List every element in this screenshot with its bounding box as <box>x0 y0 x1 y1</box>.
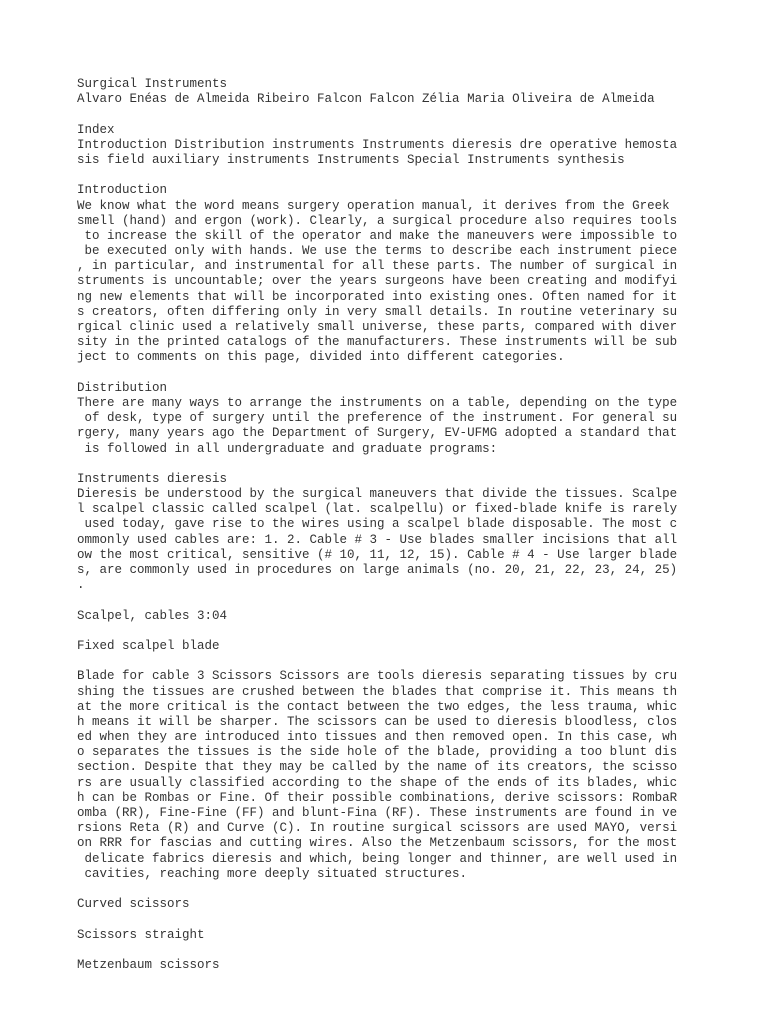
blank-line <box>77 107 697 122</box>
text-line: h means it will be sharper. The scissors can be used to dieresis bloodless, clos <box>77 714 678 729</box>
text-line: Blade for cable 3 Scissors Scissors are tools dieresis separating tissues by cru <box>77 669 678 684</box>
text-line: ed when they are introduced into tissues and then removed open. In this case, wh <box>77 730 678 745</box>
blank-line <box>77 593 697 608</box>
blank-line <box>77 366 697 381</box>
text-line: Dieresis be understood by the surgical maneuvers that divide the tissues. Scalpe <box>77 487 678 502</box>
text-line: h can be Rombas or Fine. Of their possible combinations, derive scissors: RombaR <box>77 790 678 805</box>
text-line: . <box>77 578 85 593</box>
blank-line <box>77 624 697 639</box>
text-line: sity in the printed catalogs of the manufacturers. These instruments will be sub <box>77 335 678 350</box>
text-line: rgery, many years ago the Department of Surgery, EV-UFMG adopted a standard that <box>77 426 678 441</box>
text-line: o separates the tissues is the side hole of the blade, providing a too blunt dis <box>77 745 678 760</box>
text-line: s, are commonly used in procedures on large animals (no. 20, 21, 22, 23, 24, 25) <box>77 563 678 577</box>
text-line: rs are usually classified according to the shape of the ends of its blades, whic <box>77 775 678 790</box>
text-line: is followed in all undergraduate and graduate programs: <box>77 441 498 456</box>
text-line: , in particular, and instrumental for all these parts. The number of surgical in <box>77 259 678 274</box>
blank-line <box>77 943 697 958</box>
text-line: l scalpel classic called scalpel (lat. scalpellu) or fixed-blade knife is rarely <box>77 502 678 517</box>
document-body <box>77 77 697 973</box>
text-line: Introduction <box>77 183 168 198</box>
text-line: ow the most critical, sensitive (# 10, 11, 12, 15). Cable # 4 - Use larger blade <box>77 547 678 562</box>
text-line: ject to comments on this page, divided into different categories. <box>77 350 565 365</box>
text-line: rsions Reta (R) and Curve (C). In routine surgical scissors are used MAYO, versi <box>77 821 678 836</box>
text-line: smell (hand) and ergon (work). Clearly, a surgical procedure also requires tools <box>77 213 678 228</box>
blank-line <box>77 654 697 669</box>
text-line: Instruments dieresis <box>77 471 228 486</box>
text-line: omba (RR), Fine-Fine (FF) and blunt-Fina (RF). These instruments are found in ve <box>77 806 678 820</box>
text-line: Alvaro Enéas de Almeida Ribeiro Falcon Falcon Zélia Maria Oliveira de Almeida <box>77 92 655 107</box>
text-line: rgical clinic used a relatively small universe, these parts, compared with diver <box>77 320 678 334</box>
text-line: s creators, often differing only in very small details. In routine veterinary su <box>77 304 678 319</box>
text-line: to increase the skill of the operator and make the maneuvers were impossible to <box>77 228 678 243</box>
blank-line <box>77 882 697 897</box>
text-line: struments is uncountable; over the years surgeons have been creating and modifyi <box>77 274 678 289</box>
text-line: We know what the word means surgery operation manual, it derives from the Greek <box>77 198 670 213</box>
text-line: Index <box>77 122 115 137</box>
text-line: delicate fabrics dieresis and which, being longer and thinner, are well used in <box>77 851 678 866</box>
text-line: Distribution <box>77 380 168 395</box>
text-line: shing the tissues are crushed between the blades that comprise it. This means th <box>77 684 678 699</box>
text-line: Scissors straight <box>77 927 205 942</box>
text-line: Surgical Instruments <box>77 77 228 91</box>
text-line: There are many ways to arrange the instruments on a table, depending on the type <box>77 395 678 410</box>
blank-line <box>77 457 697 472</box>
text-line: section. Despite that they may be called by the name of its creators, the scisso <box>77 760 678 775</box>
text-line: be executed only with hands. We use the terms to describe each instrument piece <box>77 244 678 259</box>
blank-line <box>77 168 697 183</box>
text-line: Fixed scalpel blade <box>77 638 220 653</box>
text-line: Scalpel, cables 3:04 <box>77 608 228 623</box>
text-line: used today, gave rise to the wires using a scalpel blade disposable. The most c <box>77 517 678 532</box>
text-line: cavities, reaching more deeply situated structures. <box>77 866 468 881</box>
text-line: Curved scissors <box>77 897 190 912</box>
text-line: at the more critical is the contact between the two edges, the less trauma, whic <box>77 699 678 714</box>
text-line: ommonly used cables are: 1. 2. Cable # 3 - Use blades smaller incisions that all <box>77 532 678 547</box>
text-line: of desk, type of surgery until the preference of the instrument. For general su <box>77 411 678 426</box>
text-line: sis field auxiliary instruments Instruments Special Instruments synthesis <box>77 152 625 167</box>
text-line: Metzenbaum scissors <box>77 957 220 972</box>
text-line: Introduction Distribution instruments Instruments dieresis dre operative hemosta <box>77 137 678 152</box>
blank-line <box>77 912 697 927</box>
text-line: on RRR for fascias and cutting wires. Also the Metzenbaum scissors, for the most <box>77 836 678 851</box>
text-line: ng new elements that will be incorporated into existing ones. Often named for it <box>77 289 678 304</box>
